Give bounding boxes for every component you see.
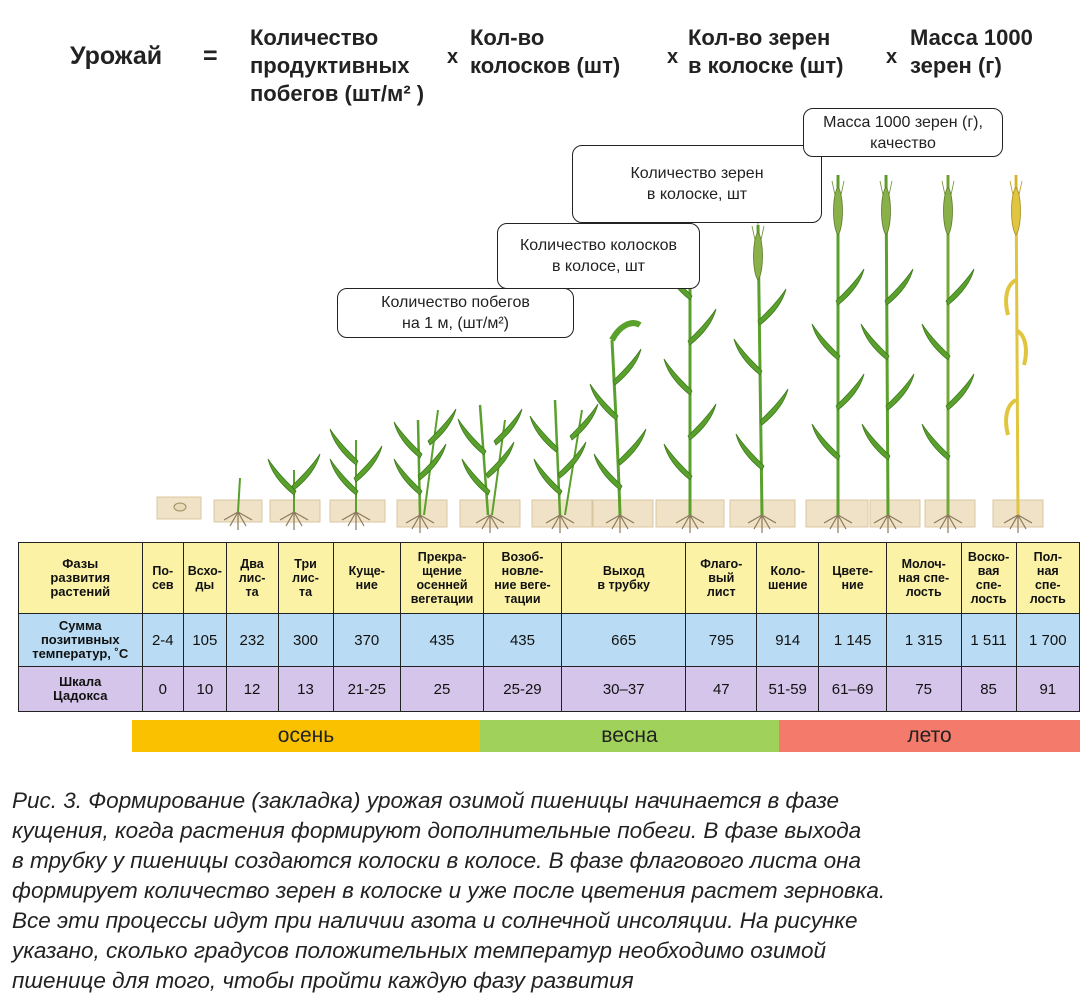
zadoks-cell: 30–37 <box>561 667 686 712</box>
seed-icon <box>174 503 186 511</box>
phase-cell: Коло- шение <box>757 543 819 614</box>
temperature-cell: 665 <box>561 614 686 667</box>
temperature-cell: 2-4 <box>142 614 184 667</box>
phase-cell: Пол- ная спе- лость <box>1016 543 1079 614</box>
phase-cell: Всхо- ды <box>184 543 227 614</box>
formula-factor-mass: Масса 1000 зерен (г) <box>910 25 1033 78</box>
temperature-cell: 435 <box>401 614 484 667</box>
callout-thousand-grain-mass: Масса 1000 зерен (г), качество <box>803 108 1003 157</box>
phase-row <box>19 543 1080 614</box>
season-spring-bar: весна <box>480 720 779 752</box>
zadoks-cell: 12 <box>226 667 278 712</box>
formula-times-2: x <box>667 46 679 68</box>
phase-cell: Воско- вая спе- лость <box>961 543 1016 614</box>
temperature-cell: 232 <box>226 614 278 667</box>
zadoks-cell: 21-25 <box>333 667 400 712</box>
growth-phases-table <box>18 542 1080 712</box>
full-ripeness-plant-icon <box>1004 175 1032 533</box>
row-header-zadoks: Шкала Цадокса <box>19 667 143 712</box>
callout-spikelets-per-ear: Количество колосков в колосе, шт <box>497 223 700 289</box>
temperature-cell: 914 <box>757 614 819 667</box>
formula-times-1: x <box>447 46 459 68</box>
row-header-temperatures: Сумма позитивных температур, ˚С <box>19 614 143 667</box>
temperature-cell: 1 700 <box>1016 614 1079 667</box>
formula-factor-shoots: Количество продуктивных побегов (шт/м² ) <box>250 25 425 106</box>
formula-times-3: x <box>886 46 898 68</box>
row-header-phases: Фазы развития растений <box>19 543 143 614</box>
temperature-cell: 435 <box>484 614 562 667</box>
formula-equals: = <box>203 42 218 70</box>
callout-grains-per-spikelet: Количество зерен в колоске, шт <box>572 145 822 223</box>
flowering-plant-icon <box>812 175 864 533</box>
zadoks-cell: 10 <box>184 667 227 712</box>
phase-cell: Флаго- вый лист <box>686 543 757 614</box>
temperature-row <box>19 614 1080 667</box>
zadoks-cell: 85 <box>961 667 1016 712</box>
phase-cell: Цвете- ние <box>819 543 886 614</box>
figure-caption: Рис. 3. Формирование (закладка) урожая озимой пшеницы начинается в фазе кущения, когда растения формируют дополнительные побеги. В фазе выхода в трубку у пшеницы создаются колоски в колосе. В фазе флагового листа она формирует количество зерен в колоске и уже после цветения растет зерновка. Все эти процессы идут при наличии азота и солнечной инсоляции. На рисунке указано, сколько градусов положительных температур необходимо озимой пшенице для того, чтобы пройти каждую фазу развития <box>12 788 886 993</box>
zadoks-cell: 47 <box>686 667 757 712</box>
zadoks-cell: 61–69 <box>819 667 886 712</box>
temperature-cell: 370 <box>333 614 400 667</box>
flag-leaf-plant-icon <box>664 255 716 533</box>
formula-factor-spikelets: Кол-во колосков (шт) <box>470 25 621 78</box>
zadoks-cell: 13 <box>278 667 333 712</box>
zadoks-row <box>19 667 1080 712</box>
season-autumn-bar: осень <box>132 720 480 752</box>
phase-cell: Молоч- ная спе- лость <box>886 543 961 614</box>
wax-ripeness-plant-icon <box>922 175 974 533</box>
phase-cell: По- сев <box>142 543 184 614</box>
phase-cell: Возоб- новле- ние веге- тации <box>484 543 562 614</box>
heading-plant-icon <box>734 220 788 533</box>
zadoks-cell: 0 <box>142 667 184 712</box>
season-summer-bar: лето <box>779 720 1080 752</box>
zadoks-cell: 75 <box>886 667 961 712</box>
temperature-cell: 1 145 <box>819 614 886 667</box>
phase-cell: Куще- ние <box>333 543 400 614</box>
formula-factor-grains: Кол-во зерен в колоске (шт) <box>688 25 844 78</box>
temperature-cell: 1 315 <box>886 614 961 667</box>
formula-lhs: Урожай <box>70 42 163 70</box>
zadoks-cell: 91 <box>1016 667 1079 712</box>
phase-cell: Выход в трубку <box>561 543 686 614</box>
phase-cell: Три лис- та <box>278 543 333 614</box>
temperature-cell: 795 <box>686 614 757 667</box>
zadoks-cell: 25-29 <box>484 667 562 712</box>
temperature-cell: 105 <box>184 614 227 667</box>
zadoks-cell: 51-59 <box>757 667 819 712</box>
milk-ripeness-plant-icon <box>861 175 914 533</box>
zadoks-cell: 25 <box>401 667 484 712</box>
temperature-cell: 300 <box>278 614 333 667</box>
phase-cell: Два лис- та <box>226 543 278 614</box>
phase-cell: Прекра- щение осенней вегетации <box>401 543 484 614</box>
callout-shoots-per-m: Количество побегов на 1 м, (шт/м²) <box>337 288 574 338</box>
temperature-cell: 1 511 <box>961 614 1016 667</box>
soil-blocks <box>157 497 1043 527</box>
